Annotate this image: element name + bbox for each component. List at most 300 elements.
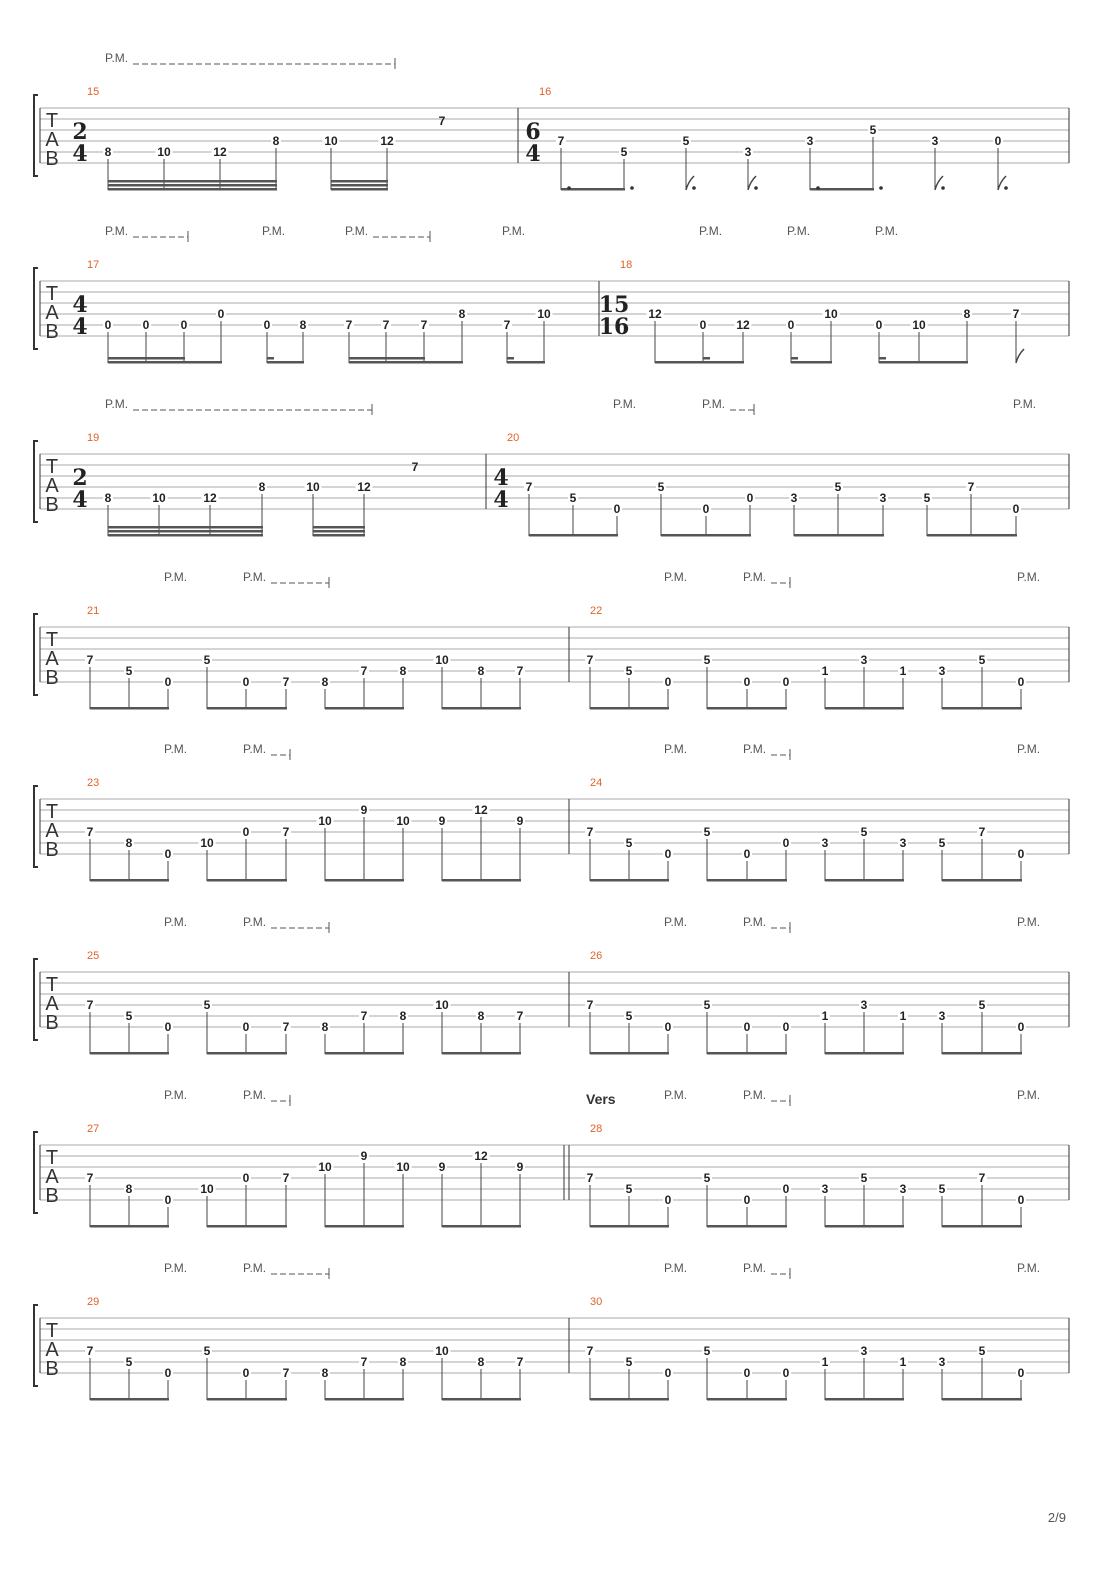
fret-number: 0 — [664, 1193, 672, 1207]
note-beam — [707, 1052, 787, 1055]
system-bracket — [34, 268, 38, 349]
note-beam — [331, 188, 388, 191]
note-beam — [207, 1052, 287, 1055]
duration-dot — [879, 186, 883, 190]
measure — [85, 1296, 525, 1401]
system-bracket — [34, 614, 38, 695]
fret-number: 5 — [625, 836, 633, 850]
fret-number: 10 — [435, 653, 449, 667]
note-beam — [590, 879, 669, 882]
fret-number: 12 — [474, 1149, 488, 1163]
fret-number: 7 — [282, 675, 290, 689]
fret-number: 10 — [306, 480, 320, 494]
fret-number: 0 — [242, 1366, 250, 1380]
duration-dot — [630, 186, 634, 190]
fret-number: 5 — [923, 491, 931, 505]
palm-mute-label: P.M. — [502, 224, 526, 238]
fret-number: 7 — [516, 1355, 524, 1369]
palm-mute-label: P.M. — [1017, 1088, 1041, 1102]
time-signature-numerator: 4 — [493, 465, 509, 491]
fret-number: 10 — [200, 836, 214, 850]
note-beam — [108, 530, 263, 533]
rest-glyph: 7 — [411, 460, 419, 474]
palm-mute-label: P.M. — [262, 224, 286, 238]
fret-number: 8 — [458, 307, 466, 321]
fret-number: 5 — [703, 653, 711, 667]
note-beam — [325, 1225, 404, 1228]
palm-mute-label: P.M. — [743, 1088, 767, 1102]
measure — [85, 605, 525, 710]
fret-number: 7 — [282, 1171, 290, 1185]
tab-clef-letter: T — [45, 110, 59, 132]
fret-number: 7 — [586, 998, 594, 1012]
fret-number: 5 — [703, 825, 711, 839]
fret-number: 10 — [396, 1160, 410, 1174]
time-signature-numerator: 4 — [72, 292, 88, 318]
fret-number: 3 — [938, 1009, 946, 1023]
palm-mute-label: P.M. — [1017, 570, 1041, 584]
tab-clef-letter: A — [45, 648, 59, 670]
fret-number: 0 — [664, 847, 672, 861]
measure — [72, 259, 552, 364]
measure-number: 17 — [87, 259, 100, 271]
duration-dot — [692, 186, 696, 190]
note-beam — [90, 879, 169, 882]
fret-number: 3 — [790, 491, 798, 505]
tab-clef-letter: T — [45, 629, 59, 651]
note-beam-partial — [879, 357, 886, 360]
fret-number: 8 — [299, 318, 307, 332]
note-beam — [325, 879, 404, 882]
duration-dot — [567, 186, 571, 190]
palm-mute-label: P.M. — [664, 1088, 688, 1102]
fret-number: 7 — [516, 664, 524, 678]
fret-number: 7 — [360, 1355, 368, 1369]
fret-number: 10 — [318, 814, 332, 828]
fret-number: 5 — [978, 1344, 986, 1358]
fret-number: 7 — [86, 653, 94, 667]
fret-number: 3 — [744, 145, 752, 159]
time-signature-denominator: 4 — [72, 487, 88, 513]
fret-number: 5 — [203, 998, 211, 1012]
note-beam — [108, 188, 277, 191]
fret-number: 1 — [821, 664, 829, 678]
fret-number: 3 — [938, 664, 946, 678]
fret-number: 8 — [258, 480, 266, 494]
fret-number: 8 — [321, 1020, 329, 1034]
note-beam — [442, 1052, 521, 1055]
note-beam-partial — [791, 357, 798, 360]
fret-number: 5 — [834, 480, 842, 494]
fret-number: 0 — [1017, 1020, 1025, 1034]
fret-number: 0 — [743, 1020, 751, 1034]
fret-number: 5 — [125, 1009, 133, 1023]
tab-system — [34, 224, 1069, 364]
note-flag — [1016, 349, 1024, 363]
note-beam — [825, 1398, 904, 1401]
fret-number: 7 — [557, 134, 565, 148]
note-beam — [90, 1398, 169, 1401]
note-beam — [349, 357, 425, 360]
fret-number: 7 — [1012, 307, 1020, 321]
fret-number: 10 — [824, 307, 838, 321]
fret-number: 0 — [994, 134, 1002, 148]
fret-number: 1 — [899, 1355, 907, 1369]
measure — [569, 950, 1026, 1055]
note-beam — [879, 361, 968, 364]
system-bracket — [34, 1305, 38, 1386]
palm-mute-label: P.M. — [743, 1261, 767, 1275]
measure — [85, 777, 525, 882]
tab-clef-letter: B — [45, 148, 59, 170]
fret-number: 0 — [104, 318, 112, 332]
note-beam — [90, 1052, 169, 1055]
palm-mute-label: P.M. — [1013, 397, 1037, 411]
palm-mute-label: P.M. — [743, 742, 767, 756]
fret-number: 12 — [357, 480, 371, 494]
fret-number: 7 — [525, 480, 533, 494]
fret-number: 3 — [899, 1182, 907, 1196]
tab-system — [34, 51, 1069, 191]
section-marker: Vers — [586, 1091, 616, 1107]
measure-number: 30 — [590, 1296, 603, 1308]
fret-number: 5 — [703, 1344, 711, 1358]
fret-number: 7 — [503, 318, 511, 332]
fret-number: 5 — [860, 825, 868, 839]
tab-clef-letter: B — [45, 1012, 59, 1034]
tab-clef-letter: T — [45, 283, 59, 305]
time-signature-denominator: 4 — [72, 314, 88, 340]
fret-number: 12 — [474, 803, 488, 817]
fret-number: 9 — [516, 1160, 524, 1174]
fret-number: 5 — [860, 1171, 868, 1185]
note-beam — [590, 1398, 669, 1401]
measure — [569, 1123, 1026, 1228]
tab-clef-letter: B — [45, 1185, 59, 1207]
measure-number: 16 — [539, 86, 552, 98]
fret-number: 5 — [978, 653, 986, 667]
duration-dot — [816, 186, 820, 190]
fret-number: 10 — [152, 491, 166, 505]
note-beam — [325, 1398, 404, 1401]
time-signature-denominator: 4 — [525, 141, 541, 167]
note-beam — [331, 180, 388, 183]
palm-mute-label: P.M. — [243, 1088, 267, 1102]
duration-dot — [754, 186, 758, 190]
measure-number: 19 — [87, 432, 100, 444]
fret-number: 8 — [104, 491, 112, 505]
fret-number: 5 — [938, 836, 946, 850]
palm-mute-label: P.M. — [743, 570, 767, 584]
fret-number: 7 — [978, 825, 986, 839]
fret-number: 7 — [516, 1009, 524, 1023]
fret-number: 0 — [242, 825, 250, 839]
fret-number: 0 — [743, 675, 751, 689]
measure — [569, 605, 1026, 710]
note-beam — [942, 707, 1022, 710]
tab-clef-letter: A — [45, 475, 59, 497]
note-beam — [108, 526, 263, 529]
fret-number: 9 — [438, 1160, 446, 1174]
palm-mute-label: P.M. — [105, 397, 129, 411]
fret-number: 0 — [782, 1020, 790, 1034]
fret-number: 0 — [164, 1366, 172, 1380]
fret-number: 12 — [648, 307, 662, 321]
fret-number: 10 — [157, 145, 171, 159]
measure — [72, 432, 418, 537]
fret-number: 8 — [125, 836, 133, 850]
fret-number: 5 — [682, 134, 690, 148]
duration-dot — [941, 186, 945, 190]
palm-mute-label: P.M. — [613, 397, 637, 411]
measure-number: 25 — [87, 950, 100, 962]
fret-number: 9 — [438, 814, 446, 828]
palm-mute-label: P.M. — [664, 915, 688, 929]
time-signature-numerator: 2 — [72, 119, 88, 145]
measure-number: 27 — [87, 1123, 100, 1135]
fret-number: 10 — [318, 1160, 332, 1174]
fret-number: 5 — [569, 491, 577, 505]
tab-clef-letter: B — [45, 494, 59, 516]
fret-number: 8 — [963, 307, 971, 321]
tab-system — [34, 915, 1069, 1055]
measure — [569, 1296, 1026, 1401]
fret-number: 7 — [978, 1171, 986, 1185]
fret-number: 7 — [967, 480, 975, 494]
note-beam — [707, 707, 787, 710]
fret-number: 7 — [282, 825, 290, 839]
fret-number: 0 — [782, 1182, 790, 1196]
palm-mute-label: P.M. — [243, 742, 267, 756]
fret-number: 0 — [782, 836, 790, 850]
fret-number: 0 — [1017, 1193, 1025, 1207]
duration-dot — [1004, 186, 1008, 190]
fret-number: 0 — [180, 318, 188, 332]
fret-number: 5 — [703, 998, 711, 1012]
note-beam-partial — [267, 357, 274, 360]
fret-number: 9 — [360, 1149, 368, 1163]
fret-number: 0 — [699, 318, 707, 332]
measure-number: 15 — [87, 86, 100, 98]
fret-number: 7 — [345, 318, 353, 332]
measure-number: 18 — [620, 259, 633, 271]
fret-number: 7 — [586, 1171, 594, 1185]
measure — [486, 432, 1021, 537]
fret-number: 10 — [396, 814, 410, 828]
note-beam — [507, 361, 545, 364]
note-beam — [442, 707, 521, 710]
note-beam — [207, 707, 287, 710]
fret-number: 10 — [324, 134, 338, 148]
note-beam — [313, 530, 365, 533]
note-beam — [590, 1052, 669, 1055]
note-beam — [825, 879, 904, 882]
fret-number: 0 — [164, 847, 172, 861]
fret-number: 7 — [586, 653, 594, 667]
tab-clef-letter: B — [45, 667, 59, 689]
fret-number: 10 — [912, 318, 926, 332]
fret-number: 3 — [806, 134, 814, 148]
tab-clef-letter: A — [45, 1166, 59, 1188]
note-beam — [313, 534, 365, 537]
note-beam — [325, 1052, 404, 1055]
fret-number: 7 — [360, 1009, 368, 1023]
measure-number: 20 — [507, 432, 520, 444]
system-bracket — [34, 959, 38, 1040]
tab-clef-letter: T — [45, 456, 59, 478]
note-beam — [90, 1225, 169, 1228]
note-beam — [108, 357, 185, 360]
fret-number: 5 — [703, 1171, 711, 1185]
palm-mute-label: P.M. — [164, 570, 188, 584]
fret-number: 5 — [203, 653, 211, 667]
tab-clef-letter: A — [45, 302, 59, 324]
tab-system — [34, 397, 1069, 537]
fret-number: 12 — [213, 145, 227, 159]
fret-number: 0 — [164, 1020, 172, 1034]
fret-number: 8 — [125, 1182, 133, 1196]
fret-number: 0 — [787, 318, 795, 332]
palm-mute-label: P.M. — [164, 915, 188, 929]
fret-number: 5 — [625, 1182, 633, 1196]
tab-clef-letter: B — [45, 1358, 59, 1380]
fret-number: 3 — [938, 1355, 946, 1369]
fret-number: 0 — [743, 847, 751, 861]
fret-number: 0 — [782, 1366, 790, 1380]
fret-number: 0 — [217, 307, 225, 321]
measure-number: 26 — [590, 950, 603, 962]
note-beam — [442, 879, 521, 882]
fret-number: 12 — [736, 318, 750, 332]
fret-number: 5 — [978, 998, 986, 1012]
fret-number: 0 — [664, 675, 672, 689]
system-bracket — [34, 1132, 38, 1213]
fret-number: 5 — [625, 664, 633, 678]
fret-number: 10 — [200, 1182, 214, 1196]
fret-number: 8 — [399, 664, 407, 678]
tab-clef-letter: A — [45, 129, 59, 151]
fret-number: 0 — [702, 502, 710, 516]
fret-number: 10 — [435, 1344, 449, 1358]
fret-number: 8 — [477, 664, 485, 678]
fret-number: 8 — [477, 1355, 485, 1369]
fret-number: 5 — [625, 1355, 633, 1369]
palm-mute-label: P.M. — [664, 742, 688, 756]
fret-number: 8 — [399, 1355, 407, 1369]
fret-number: 7 — [382, 318, 390, 332]
palm-mute-label: P.M. — [787, 224, 811, 238]
note-beam — [791, 361, 832, 364]
note-beam — [794, 534, 884, 537]
note-beam — [108, 534, 263, 537]
measure — [599, 259, 1024, 364]
measure — [85, 950, 525, 1055]
fret-number: 0 — [164, 1193, 172, 1207]
time-signature-numerator: 6 — [525, 119, 541, 145]
tab-system — [34, 1261, 1069, 1401]
note-beam-partial — [507, 357, 514, 360]
note-beam — [942, 1052, 1022, 1055]
fret-number: 8 — [321, 1366, 329, 1380]
rest-glyph: 7 — [438, 114, 446, 128]
fret-number: 9 — [516, 814, 524, 828]
palm-mute-label: P.M. — [702, 397, 726, 411]
note-beam — [707, 879, 787, 882]
fret-number: 5 — [869, 123, 877, 137]
note-beam — [108, 180, 277, 183]
palm-mute-label: P.M. — [243, 1261, 267, 1275]
fret-number: 7 — [86, 1344, 94, 1358]
fret-number: 8 — [272, 134, 280, 148]
measure-number: 29 — [87, 1296, 100, 1308]
note-beam — [207, 1398, 287, 1401]
fret-number: 5 — [620, 145, 628, 159]
measure-number: 24 — [590, 777, 603, 789]
measure — [518, 86, 1008, 191]
tab-clef-letter: T — [45, 1320, 59, 1342]
palm-mute-label: P.M. — [664, 1261, 688, 1275]
note-beam — [590, 707, 669, 710]
palm-mute-label: P.M. — [243, 915, 267, 929]
note-beam — [655, 361, 744, 364]
fret-number: 1 — [821, 1355, 829, 1369]
fret-number: 8 — [104, 145, 112, 159]
fret-number: 0 — [142, 318, 150, 332]
fret-number: 7 — [282, 1020, 290, 1034]
note-beam — [442, 1398, 521, 1401]
palm-mute-label: P.M. — [164, 1088, 188, 1102]
fret-number: 0 — [746, 491, 754, 505]
fret-number: 0 — [263, 318, 271, 332]
tab-clef-letter: T — [45, 1147, 59, 1169]
fret-number: 0 — [613, 502, 621, 516]
fret-number: 7 — [86, 825, 94, 839]
note-beam-partial — [703, 357, 710, 360]
fret-number: 0 — [875, 318, 883, 332]
note-beam — [331, 184, 388, 187]
tab-clef-letter: A — [45, 993, 59, 1015]
tab-system — [34, 570, 1069, 710]
note-beam — [207, 1225, 287, 1228]
fret-number: 3 — [899, 836, 907, 850]
fret-number: 7 — [86, 998, 94, 1012]
tab-clef-letter: T — [45, 974, 59, 996]
palm-mute-label: P.M. — [875, 224, 899, 238]
note-beam — [825, 707, 904, 710]
note-beam — [707, 1398, 787, 1401]
fret-number: 0 — [242, 1020, 250, 1034]
fret-number: 12 — [380, 134, 394, 148]
fret-number: 1 — [899, 1009, 907, 1023]
fret-number: 0 — [242, 1171, 250, 1185]
note-beam — [590, 1225, 669, 1228]
time-signature-denominator: 16 — [598, 314, 630, 340]
fret-number: 10 — [537, 307, 551, 321]
measure — [72, 86, 445, 191]
tab-system — [34, 742, 1069, 882]
fret-number: 7 — [420, 318, 428, 332]
note-beam — [661, 534, 751, 537]
time-signature-numerator: 15 — [598, 292, 630, 318]
fret-number: 3 — [821, 836, 829, 850]
palm-mute-label: P.M. — [1017, 742, 1041, 756]
palm-mute-label: P.M. — [105, 51, 129, 65]
fret-number: 3 — [821, 1182, 829, 1196]
fret-number: 0 — [1017, 675, 1025, 689]
fret-number: 8 — [477, 1009, 485, 1023]
fret-number: 3 — [879, 491, 887, 505]
fret-number: 8 — [399, 1009, 407, 1023]
